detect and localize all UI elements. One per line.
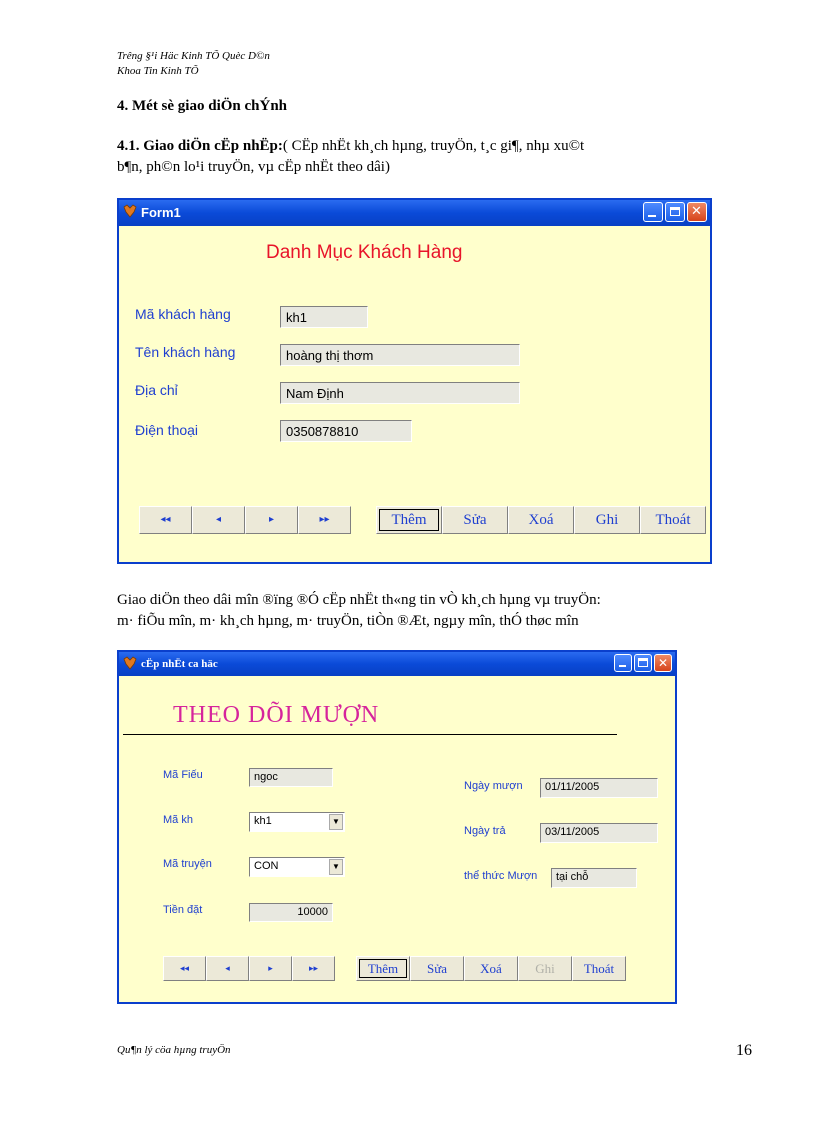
label-borrow-mode: thể thức Mượn <box>464 870 538 882</box>
minimize-button[interactable] <box>614 654 632 672</box>
story-code-combo[interactable] <box>249 857 345 877</box>
form1-heading: Danh Mục Khách Hàng <box>266 242 463 263</box>
delete-button[interactable]: Xoá <box>464 956 518 981</box>
next-record-button[interactable]: ▸ <box>245 506 298 534</box>
last-record-button[interactable]: ▸▸ <box>298 506 351 534</box>
label-ticket-code: Mã Fiếu <box>163 769 203 781</box>
label-customer-code: Mã khách hàng <box>135 306 231 322</box>
label-borrow-date: Ngày mượn <box>464 780 523 792</box>
label-deposit: Tiền đặt <box>163 904 203 916</box>
story-code-value: CON <box>254 860 279 872</box>
return-date-field[interactable]: 03/11/2005 <box>540 823 658 843</box>
deposit-field[interactable]: 10000 <box>249 903 333 922</box>
first-record-button[interactable]: ◂◂ <box>139 506 192 534</box>
label-customer-id: Mã kh <box>163 814 193 826</box>
phone-field[interactable]: 0350878810 <box>280 420 412 442</box>
next-record-button[interactable]: ▸ <box>249 956 292 981</box>
save-button[interactable]: Ghi <box>518 956 572 981</box>
add-button[interactable]: Thêm <box>356 956 410 981</box>
subsection-desc-2: b¶n, ph©n lo¹i truyÖn, vµ cËp nhËt theo dâi) <box>117 159 390 175</box>
heading-divider <box>123 734 617 735</box>
exit-button[interactable]: Thoát <box>572 956 626 981</box>
maximize-button[interactable] <box>634 654 652 672</box>
delete-button[interactable]: Xoá <box>508 506 574 534</box>
form1-window <box>117 198 712 564</box>
form2-window <box>117 650 677 1004</box>
dropdown-arrow-icon[interactable]: ▼ <box>329 814 343 830</box>
maximize-button[interactable] <box>665 202 685 222</box>
minimize-button[interactable] <box>643 202 663 222</box>
form2-titlebar[interactable] <box>119 652 675 676</box>
running-header-line2: Khoa Tin Kinh TÕ <box>117 65 199 77</box>
add-button[interactable]: Thêm <box>376 506 442 534</box>
section-heading: 4. Mét sè giao diÖn chÝnh <box>117 98 288 114</box>
borrow-date-field[interactable]: 01/11/2005 <box>540 778 658 798</box>
close-button[interactable]: ✕ <box>654 654 672 672</box>
borrow-mode-field[interactable]: tại chỗ <box>551 868 637 888</box>
label-address: Địa chỉ <box>135 382 178 398</box>
running-footer: Qu¶n lý cöa hµng truyÖn <box>117 1044 231 1056</box>
close-button[interactable]: ✕ <box>687 202 707 222</box>
last-record-button[interactable]: ▸▸ <box>292 956 335 981</box>
customer-code-field[interactable]: kh1 <box>280 306 368 328</box>
tracking-desc-line1: Giao diÖn theo dâi mîn ®ïng ®Ó cËp nhËt th«ng tin vÒ kh¸ch hµng vµ truyÖn: <box>117 592 601 608</box>
first-record-button[interactable]: ◂◂ <box>163 956 206 981</box>
edit-button[interactable]: Sửa <box>442 506 508 534</box>
record-navigation <box>139 506 351 534</box>
record-navigation <box>163 956 335 981</box>
exit-button[interactable]: Thoát <box>640 506 706 534</box>
tracking-description <box>117 590 757 632</box>
subsection-intro <box>117 136 737 178</box>
form1-titlebar[interactable] <box>119 200 710 226</box>
ticket-code-field[interactable]: ngoc <box>249 768 333 787</box>
prev-record-button[interactable]: ◂ <box>192 506 245 534</box>
address-field[interactable]: Nam Định <box>280 382 520 404</box>
form1-title: Form1 <box>141 205 181 220</box>
subsection-heading: 4.1. Giao diÖn cËp nhËp: <box>117 138 283 154</box>
label-customer-name: Tên khách hàng <box>135 344 236 360</box>
running-header-line1: Trêng §¹i Häc Kinh TÕ Quèc D©n <box>117 50 270 62</box>
action-buttons <box>376 506 706 534</box>
dropdown-arrow-icon[interactable]: ▼ <box>329 859 343 875</box>
form2-title: cËp nhËt ca häc <box>141 658 218 670</box>
save-button[interactable]: Ghi <box>574 506 640 534</box>
tracking-desc-line2: m· fiÕu mîn, m· kh¸ch hµng, m· truyÖn, tiÒn ®Æt, ngµy mîn, thÓ thøc mîn <box>117 613 579 629</box>
app-icon <box>123 656 137 670</box>
action-buttons <box>356 956 626 981</box>
form2-heading: THEO DÕI MƯỢN <box>173 702 380 728</box>
customer-id-value: kh1 <box>254 815 272 827</box>
customer-id-combo[interactable] <box>249 812 345 832</box>
app-icon <box>123 204 137 218</box>
prev-record-button[interactable]: ◂ <box>206 956 249 981</box>
label-phone: Điện thoại <box>135 422 199 438</box>
edit-button[interactable]: Sửa <box>410 956 464 981</box>
customer-name-field[interactable]: hoàng thị thơm <box>280 344 520 366</box>
label-return-date: Ngày trả <box>464 825 506 837</box>
label-story-code: Mã truyện <box>163 858 212 870</box>
page-number: 16 <box>736 1042 752 1059</box>
subsection-desc-1: ( CËp nhËt kh¸ch hµng, truyÖn, t¸c gi¶, nhµ xu©t <box>282 138 585 154</box>
